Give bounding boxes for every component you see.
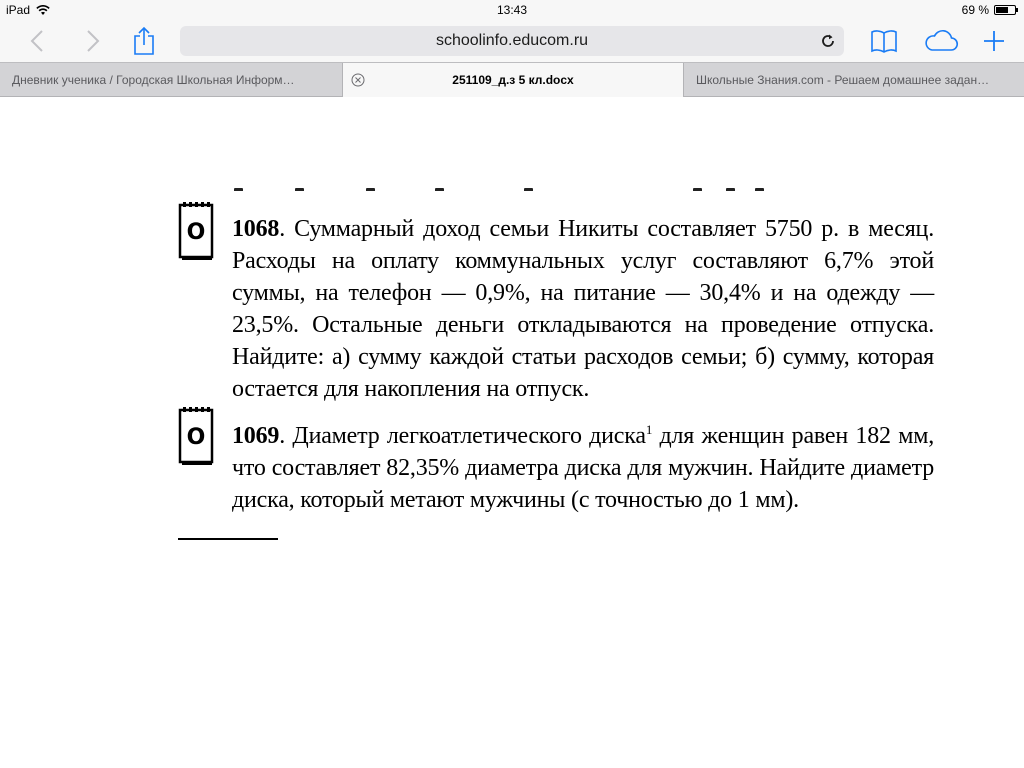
oral-task-icon	[176, 201, 216, 261]
problem-number: 1069	[232, 423, 280, 449]
tab-bar	[0, 62, 1024, 97]
device-label: iPad	[6, 3, 31, 17]
book-icon	[870, 29, 898, 53]
tab-document-title: 251109_д.з 5 кл.docx	[452, 73, 574, 87]
problem-text: . Суммарный доход семьи Никиты составляет 5750 р. в месяц. Расходы на оплату коммунальных услуг составляют 6,7% этой суммы, на телефон — 0,9%, на питание — 30,4% и на одежду — 23,5%. Остальные деньги откладываются на проведение отпуска. Найдите: а) сумму каждой статьи расходов семьи; б) сумму, которая остается для накопления на отпуск.	[232, 216, 934, 402]
cropped-text-line	[232, 181, 832, 191]
footnote-separator	[178, 538, 278, 540]
oral-task-letter: О	[186, 425, 206, 450]
battery-icon	[994, 5, 1016, 15]
address-text: schoolinfo.educom.ru	[435, 32, 589, 49]
battery-fill	[996, 7, 1008, 13]
document-view[interactable]	[0, 97, 1024, 768]
status-bar	[0, 0, 1024, 20]
problem-number: 1068	[232, 216, 280, 242]
back-button[interactable]	[24, 24, 50, 58]
footnote-mark: 1	[645, 422, 653, 437]
reload-icon	[820, 33, 836, 49]
share-icon	[132, 26, 156, 56]
tab-document[interactable]	[342, 63, 684, 97]
plus-icon	[983, 30, 1005, 52]
forward-button[interactable]	[80, 24, 106, 58]
tab-znanija[interactable]: Школьные Знания.com - Решаем домашнее задан…	[696, 73, 990, 87]
new-tab-button[interactable]	[980, 24, 1008, 58]
problem-text-part2: для женщин равен 182 мм, что составляет 82,35% диаметра диска для мужчин. Найдите диаметр диска, который метают мужчины (с точностью до 1 мм).	[232, 423, 934, 513]
problem-text-part1: . Диаметр легкоатлетического диска	[279, 423, 646, 449]
problem-1069	[232, 420, 934, 516]
reload-button[interactable]	[820, 26, 836, 56]
chevron-right-icon	[86, 30, 100, 52]
cloud-icon	[923, 29, 959, 53]
bookmarks-button[interactable]	[868, 24, 900, 58]
problem-1068	[232, 213, 934, 405]
chevron-left-icon	[30, 30, 44, 52]
browser-toolbar	[0, 20, 1024, 62]
close-tab-icon[interactable]	[351, 73, 365, 87]
clock: 13:43	[496, 3, 528, 17]
oral-task-icon	[176, 406, 216, 466]
tab-dnevnik[interactable]: Дневник ученика / Городская Школьная Информ…	[12, 73, 295, 87]
share-button[interactable]	[130, 24, 158, 58]
oral-task-letter: О	[186, 220, 206, 245]
battery-percent: 69 %	[961, 3, 989, 17]
address-bar[interactable]	[180, 26, 844, 56]
icloud-tabs-button[interactable]	[922, 24, 960, 58]
